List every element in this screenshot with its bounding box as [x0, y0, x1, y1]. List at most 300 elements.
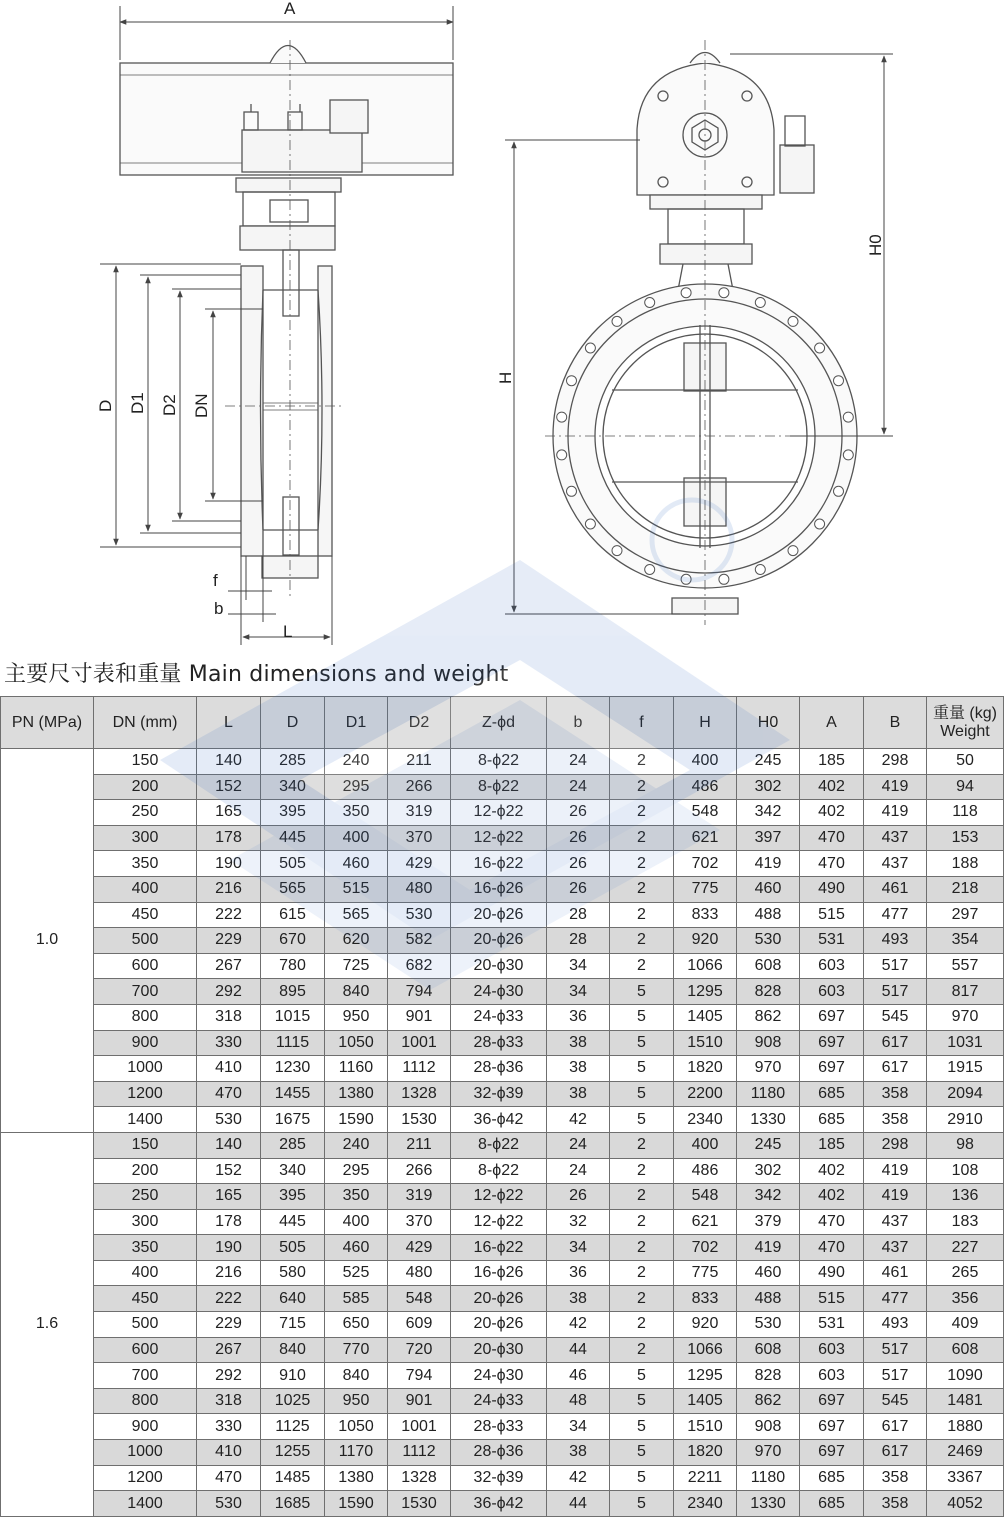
cell-f: 2: [610, 1260, 674, 1286]
cell-B: 437: [864, 1235, 927, 1261]
cell-f: 2: [610, 1132, 674, 1158]
table-row: [1, 928, 1004, 954]
cell-b: 38: [547, 1440, 610, 1466]
cell-z-d: 16-ϕ26: [451, 876, 547, 902]
bolt-hole: [815, 519, 825, 529]
label-D2: D2: [160, 394, 179, 416]
cell-D: 565: [261, 876, 325, 902]
pn-cell: 1.6: [1, 1132, 94, 1516]
cell-dn: 400: [94, 1260, 197, 1286]
cell-A: 402: [800, 1184, 864, 1210]
header-weight-cn: 重量 (kg): [932, 704, 997, 722]
cell-B: 419: [864, 800, 927, 826]
cell-H: 1820: [674, 1440, 737, 1466]
cell-b: 24: [547, 1132, 610, 1158]
cell-H0: 970: [737, 1440, 800, 1466]
cell-B: 437: [864, 1209, 927, 1235]
cell-D: 1455: [261, 1081, 325, 1107]
table-row: [1, 1158, 1004, 1184]
cell-weight: 356: [927, 1286, 1004, 1312]
cell-B: 545: [864, 1388, 927, 1414]
table-row: [1, 876, 1004, 902]
cell-weight: 227: [927, 1235, 1004, 1261]
cell-A: 697: [800, 1056, 864, 1082]
cell-z-d: 28-ϕ33: [451, 1030, 547, 1056]
cell-A: 470: [800, 851, 864, 877]
table-row: [1, 851, 1004, 877]
cell-D: 285: [261, 749, 325, 775]
cell-dn: 350: [94, 851, 197, 877]
cell-dn: 1400: [94, 1491, 197, 1517]
cell-L: 229: [197, 1312, 261, 1338]
cell-A: 490: [800, 876, 864, 902]
cell-H0: 488: [737, 1286, 800, 1312]
cell-weight: 1880: [927, 1414, 1004, 1440]
cell-H0: 908: [737, 1030, 800, 1056]
cell-D1: 620: [325, 928, 388, 954]
cell-dn: 300: [94, 825, 197, 851]
cell-H0: 397: [737, 825, 800, 851]
cell-b: 38: [547, 1286, 610, 1312]
bolt-hole: [645, 298, 655, 308]
cell-dn: 800: [94, 1388, 197, 1414]
cell-f: 2: [610, 825, 674, 851]
cell-H0: 379: [737, 1209, 800, 1235]
cell-D2: 1530: [388, 1491, 451, 1517]
cell-z-d: 16-ϕ26: [451, 1260, 547, 1286]
cell-L: 330: [197, 1030, 261, 1056]
cell-D1: 460: [325, 851, 388, 877]
cell-B: 617: [864, 1440, 927, 1466]
cell-dn: 600: [94, 953, 197, 979]
cell-L: 165: [197, 800, 261, 826]
cell-D2: 319: [388, 1184, 451, 1210]
cell-D2: 370: [388, 825, 451, 851]
cell-D: 1685: [261, 1491, 325, 1517]
valve-drawing: [0, 0, 1005, 662]
bolt-hole: [557, 412, 567, 422]
cell-f: 2: [610, 876, 674, 902]
cell-b: 38: [547, 1081, 610, 1107]
cell-H: 486: [674, 774, 737, 800]
cell-b: 38: [547, 1030, 610, 1056]
cell-L: 216: [197, 876, 261, 902]
cell-H0: 1330: [737, 1107, 800, 1133]
cell-A: 531: [800, 1312, 864, 1338]
cell-H: 621: [674, 825, 737, 851]
cell-D1: 565: [325, 902, 388, 928]
cell-weight: 265: [927, 1260, 1004, 1286]
table-row: [1, 902, 1004, 928]
cell-B: 419: [864, 1184, 927, 1210]
bolt-hole: [612, 546, 622, 556]
cell-L: 330: [197, 1414, 261, 1440]
cell-H: 833: [674, 902, 737, 928]
table-row: [1, 1388, 1004, 1414]
cell-weight: 118: [927, 800, 1004, 826]
cell-D: 780: [261, 953, 325, 979]
cell-dn: 1000: [94, 1440, 197, 1466]
cell-f: 2: [610, 1235, 674, 1261]
cell-f: 2: [610, 851, 674, 877]
cell-weight: 409: [927, 1312, 1004, 1338]
cell-D: 1255: [261, 1440, 325, 1466]
cell-f: 5: [610, 1414, 674, 1440]
cell-D: 395: [261, 800, 325, 826]
cell-H0: 608: [737, 953, 800, 979]
cell-f: 2: [610, 774, 674, 800]
cell-D2: 429: [388, 1235, 451, 1261]
cell-D1: 950: [325, 1004, 388, 1030]
cell-H: 920: [674, 1312, 737, 1338]
cell-z-d: 8-ϕ22: [451, 774, 547, 800]
table-row: [1, 800, 1004, 826]
cell-f: 5: [610, 1363, 674, 1389]
label-DN: DN: [192, 393, 211, 418]
cell-D2: 720: [388, 1337, 451, 1363]
cell-D2: 901: [388, 1388, 451, 1414]
cell-dn: 400: [94, 876, 197, 902]
table-row: [1, 1440, 1004, 1466]
cell-B: 358: [864, 1107, 927, 1133]
cell-b: 42: [547, 1312, 610, 1338]
cell-D: 840: [261, 1337, 325, 1363]
cell-D2: 794: [388, 979, 451, 1005]
cell-D2: 1001: [388, 1030, 451, 1056]
cell-D1: 400: [325, 825, 388, 851]
bolt-hole: [612, 316, 622, 326]
cell-A: 470: [800, 825, 864, 851]
cell-L: 165: [197, 1184, 261, 1210]
cell-D2: 1328: [388, 1081, 451, 1107]
cell-L: 410: [197, 1440, 261, 1466]
header-weight-en: Weight: [940, 722, 990, 740]
label-H: H: [496, 371, 515, 384]
bolt-hole: [788, 546, 798, 556]
table-row: [1, 1491, 1004, 1517]
cell-D: 445: [261, 1209, 325, 1235]
cell-A: 685: [800, 1491, 864, 1517]
cell-L: 267: [197, 1337, 261, 1363]
cell-A: 515: [800, 1286, 864, 1312]
cell-H0: 342: [737, 800, 800, 826]
cell-A: 603: [800, 1363, 864, 1389]
bolt-hole: [645, 565, 655, 575]
cell-D: 1125: [261, 1414, 325, 1440]
table-row: [1, 1132, 1004, 1158]
cell-H: 1405: [674, 1388, 737, 1414]
cell-H0: 1180: [737, 1081, 800, 1107]
cell-f: 2: [610, 1184, 674, 1210]
cell-H: 2340: [674, 1491, 737, 1517]
cell-L: 470: [197, 1465, 261, 1491]
cell-H: 702: [674, 851, 737, 877]
table-header-row: [1, 697, 1004, 749]
cell-f: 5: [610, 1465, 674, 1491]
cell-f: 5: [610, 1107, 674, 1133]
cell-weight: 297: [927, 902, 1004, 928]
cell-weight: 1481: [927, 1388, 1004, 1414]
cell-b: 26: [547, 825, 610, 851]
cell-b: 28: [547, 902, 610, 928]
table-row: [1, 1107, 1004, 1133]
cell-D2: 266: [388, 774, 451, 800]
cell-B: 617: [864, 1414, 927, 1440]
cell-z-d: 12-ϕ22: [451, 825, 547, 851]
cell-B: 517: [864, 1363, 927, 1389]
cell-D1: 350: [325, 1184, 388, 1210]
cell-z-d: 24-ϕ30: [451, 979, 547, 1005]
bolt-hole: [681, 288, 691, 298]
cell-dn: 500: [94, 928, 197, 954]
cell-H0: 530: [737, 928, 800, 954]
cell-D: 615: [261, 902, 325, 928]
cell-b: 24: [547, 749, 610, 775]
cell-weight: 2094: [927, 1081, 1004, 1107]
cell-D: 340: [261, 1158, 325, 1184]
cell-D: 1015: [261, 1004, 325, 1030]
bolt-hole: [681, 574, 691, 584]
cell-L: 530: [197, 1491, 261, 1517]
cell-dn: 150: [94, 749, 197, 775]
cell-L: 190: [197, 851, 261, 877]
cell-D: 1675: [261, 1107, 325, 1133]
pn-cell: 1.0: [1, 749, 94, 1133]
cell-weight: 2910: [927, 1107, 1004, 1133]
bolt-hole: [585, 519, 595, 529]
cell-H: 1066: [674, 953, 737, 979]
cell-B: 419: [864, 1158, 927, 1184]
cell-A: 603: [800, 953, 864, 979]
cell-H0: 908: [737, 1414, 800, 1440]
cell-L: 178: [197, 1209, 261, 1235]
cell-A: 685: [800, 1081, 864, 1107]
cell-A: 685: [800, 1465, 864, 1491]
cell-b: 38: [547, 1056, 610, 1082]
cell-H0: 245: [737, 749, 800, 775]
bolt-hole: [843, 450, 853, 460]
cell-L: 190: [197, 1235, 261, 1261]
cell-weight: 218: [927, 876, 1004, 902]
cell-D1: 1590: [325, 1491, 388, 1517]
cell-b: 36: [547, 1260, 610, 1286]
cell-D1: 400: [325, 1209, 388, 1235]
cell-B: 517: [864, 1337, 927, 1363]
cell-weight: 50: [927, 749, 1004, 775]
cell-f: 5: [610, 1056, 674, 1082]
cell-L: 222: [197, 1286, 261, 1312]
cell-D1: 1380: [325, 1465, 388, 1491]
cell-z-d: 16-ϕ22: [451, 1235, 547, 1261]
cell-f: 2: [610, 1337, 674, 1363]
cell-D2: 211: [388, 1132, 451, 1158]
cell-b: 48: [547, 1388, 610, 1414]
cell-B: 617: [864, 1030, 927, 1056]
cell-D: 715: [261, 1312, 325, 1338]
table-row: [1, 1260, 1004, 1286]
cell-H: 2340: [674, 1107, 737, 1133]
cell-weight: 1031: [927, 1030, 1004, 1056]
cell-L: 152: [197, 774, 261, 800]
bolt-hole: [834, 376, 844, 386]
cell-weight: 557: [927, 953, 1004, 979]
table-row: [1, 1056, 1004, 1082]
header-dn: DN (mm): [94, 697, 197, 749]
cell-B: 461: [864, 1260, 927, 1286]
cell-H: 2200: [674, 1081, 737, 1107]
cell-dn: 600: [94, 1337, 197, 1363]
cell-f: 2: [610, 1286, 674, 1312]
cell-L: 216: [197, 1260, 261, 1286]
cell-D: 640: [261, 1286, 325, 1312]
front-view: [545, 40, 865, 625]
cell-A: 515: [800, 902, 864, 928]
dimensions-table: [0, 696, 1004, 1517]
header-D1: D1: [325, 697, 388, 749]
label-f: f: [213, 571, 218, 590]
cell-f: 5: [610, 1388, 674, 1414]
cell-H: 548: [674, 800, 737, 826]
cell-b: 34: [547, 953, 610, 979]
cell-D2: 370: [388, 1209, 451, 1235]
cell-H0: 828: [737, 1363, 800, 1389]
label-H0: H0: [866, 234, 885, 256]
cell-f: 2: [610, 1158, 674, 1184]
cell-B: 298: [864, 1132, 927, 1158]
cell-f: 5: [610, 979, 674, 1005]
cell-H0: 488: [737, 902, 800, 928]
cell-dn: 700: [94, 1363, 197, 1389]
table-row: [1, 1184, 1004, 1210]
cell-f: 2: [610, 953, 674, 979]
cell-z-d: 28-ϕ33: [451, 1414, 547, 1440]
cell-b: 44: [547, 1337, 610, 1363]
cell-H0: 302: [737, 1158, 800, 1184]
cell-H: 548: [674, 1184, 737, 1210]
header-H: H: [674, 697, 737, 749]
cell-D: 340: [261, 774, 325, 800]
cell-D1: 295: [325, 774, 388, 800]
cell-H: 833: [674, 1286, 737, 1312]
cell-z-d: 24-ϕ33: [451, 1004, 547, 1030]
cell-f: 5: [610, 1030, 674, 1056]
cell-b: 44: [547, 1491, 610, 1517]
cell-B: 477: [864, 902, 927, 928]
cell-dn: 450: [94, 902, 197, 928]
cell-D2: 901: [388, 1004, 451, 1030]
cell-B: 419: [864, 774, 927, 800]
cell-H: 702: [674, 1235, 737, 1261]
cell-z-d: 8-ϕ22: [451, 1132, 547, 1158]
cell-L: 140: [197, 749, 261, 775]
cell-L: 140: [197, 1132, 261, 1158]
bolt-hole: [585, 343, 595, 353]
cell-D: 1485: [261, 1465, 325, 1491]
header-D2: D2: [388, 697, 451, 749]
cell-H0: 1180: [737, 1465, 800, 1491]
header-f: f: [610, 697, 674, 749]
cell-B: 358: [864, 1491, 927, 1517]
cell-f: 5: [610, 1004, 674, 1030]
cell-H0: 862: [737, 1004, 800, 1030]
cell-A: 470: [800, 1235, 864, 1261]
cell-L: 292: [197, 1363, 261, 1389]
cell-D2: 1001: [388, 1414, 451, 1440]
cell-dn: 250: [94, 1184, 197, 1210]
header-A: A: [800, 697, 864, 749]
cell-L: 152: [197, 1158, 261, 1184]
cell-b: 26: [547, 1184, 610, 1210]
cell-L: 267: [197, 953, 261, 979]
cell-H0: 419: [737, 1235, 800, 1261]
cell-f: 2: [610, 800, 674, 826]
cell-H0: 970: [737, 1056, 800, 1082]
cell-L: 222: [197, 902, 261, 928]
cell-D: 1025: [261, 1388, 325, 1414]
cell-B: 493: [864, 1312, 927, 1338]
cell-L: 318: [197, 1004, 261, 1030]
cell-b: 34: [547, 1414, 610, 1440]
cell-H0: 245: [737, 1132, 800, 1158]
cell-B: 461: [864, 876, 927, 902]
cell-D2: 582: [388, 928, 451, 954]
cell-H: 1510: [674, 1414, 737, 1440]
cell-D: 505: [261, 1235, 325, 1261]
cell-b: 42: [547, 1107, 610, 1133]
cell-dn: 900: [94, 1030, 197, 1056]
cell-B: 358: [864, 1081, 927, 1107]
cell-weight: 1090: [927, 1363, 1004, 1389]
header-L: L: [197, 697, 261, 749]
table-row: [1, 1081, 1004, 1107]
cell-dn: 200: [94, 1158, 197, 1184]
cell-b: 46: [547, 1363, 610, 1389]
cell-A: 697: [800, 1004, 864, 1030]
header-H0: H0: [737, 697, 800, 749]
cell-D1: 840: [325, 1363, 388, 1389]
cell-dn: 1200: [94, 1081, 197, 1107]
cell-weight: 94: [927, 774, 1004, 800]
cell-f: 2: [610, 1312, 674, 1338]
header-B: B: [864, 697, 927, 749]
cell-H0: 342: [737, 1184, 800, 1210]
cell-f: 2: [610, 749, 674, 775]
cell-D1: 650: [325, 1312, 388, 1338]
cell-b: 28: [547, 928, 610, 954]
cell-L: 292: [197, 979, 261, 1005]
cell-B: 517: [864, 979, 927, 1005]
table-row: [1, 774, 1004, 800]
cell-D1: 240: [325, 749, 388, 775]
cell-z-d: 24-ϕ33: [451, 1388, 547, 1414]
cell-D1: 840: [325, 979, 388, 1005]
cell-b: 26: [547, 800, 610, 826]
cell-D: 895: [261, 979, 325, 1005]
cell-L: 530: [197, 1107, 261, 1133]
cell-f: 5: [610, 1081, 674, 1107]
bolt-hole: [567, 486, 577, 496]
cell-A: 697: [800, 1440, 864, 1466]
cell-b: 36: [547, 1004, 610, 1030]
cell-B: 477: [864, 1286, 927, 1312]
cell-B: 545: [864, 1004, 927, 1030]
cell-H: 400: [674, 749, 737, 775]
cell-z-d: 20-ϕ30: [451, 953, 547, 979]
cell-z-d: 20-ϕ26: [451, 902, 547, 928]
cell-D1: 1050: [325, 1030, 388, 1056]
label-D: D: [96, 399, 115, 412]
cell-weight: 1915: [927, 1056, 1004, 1082]
